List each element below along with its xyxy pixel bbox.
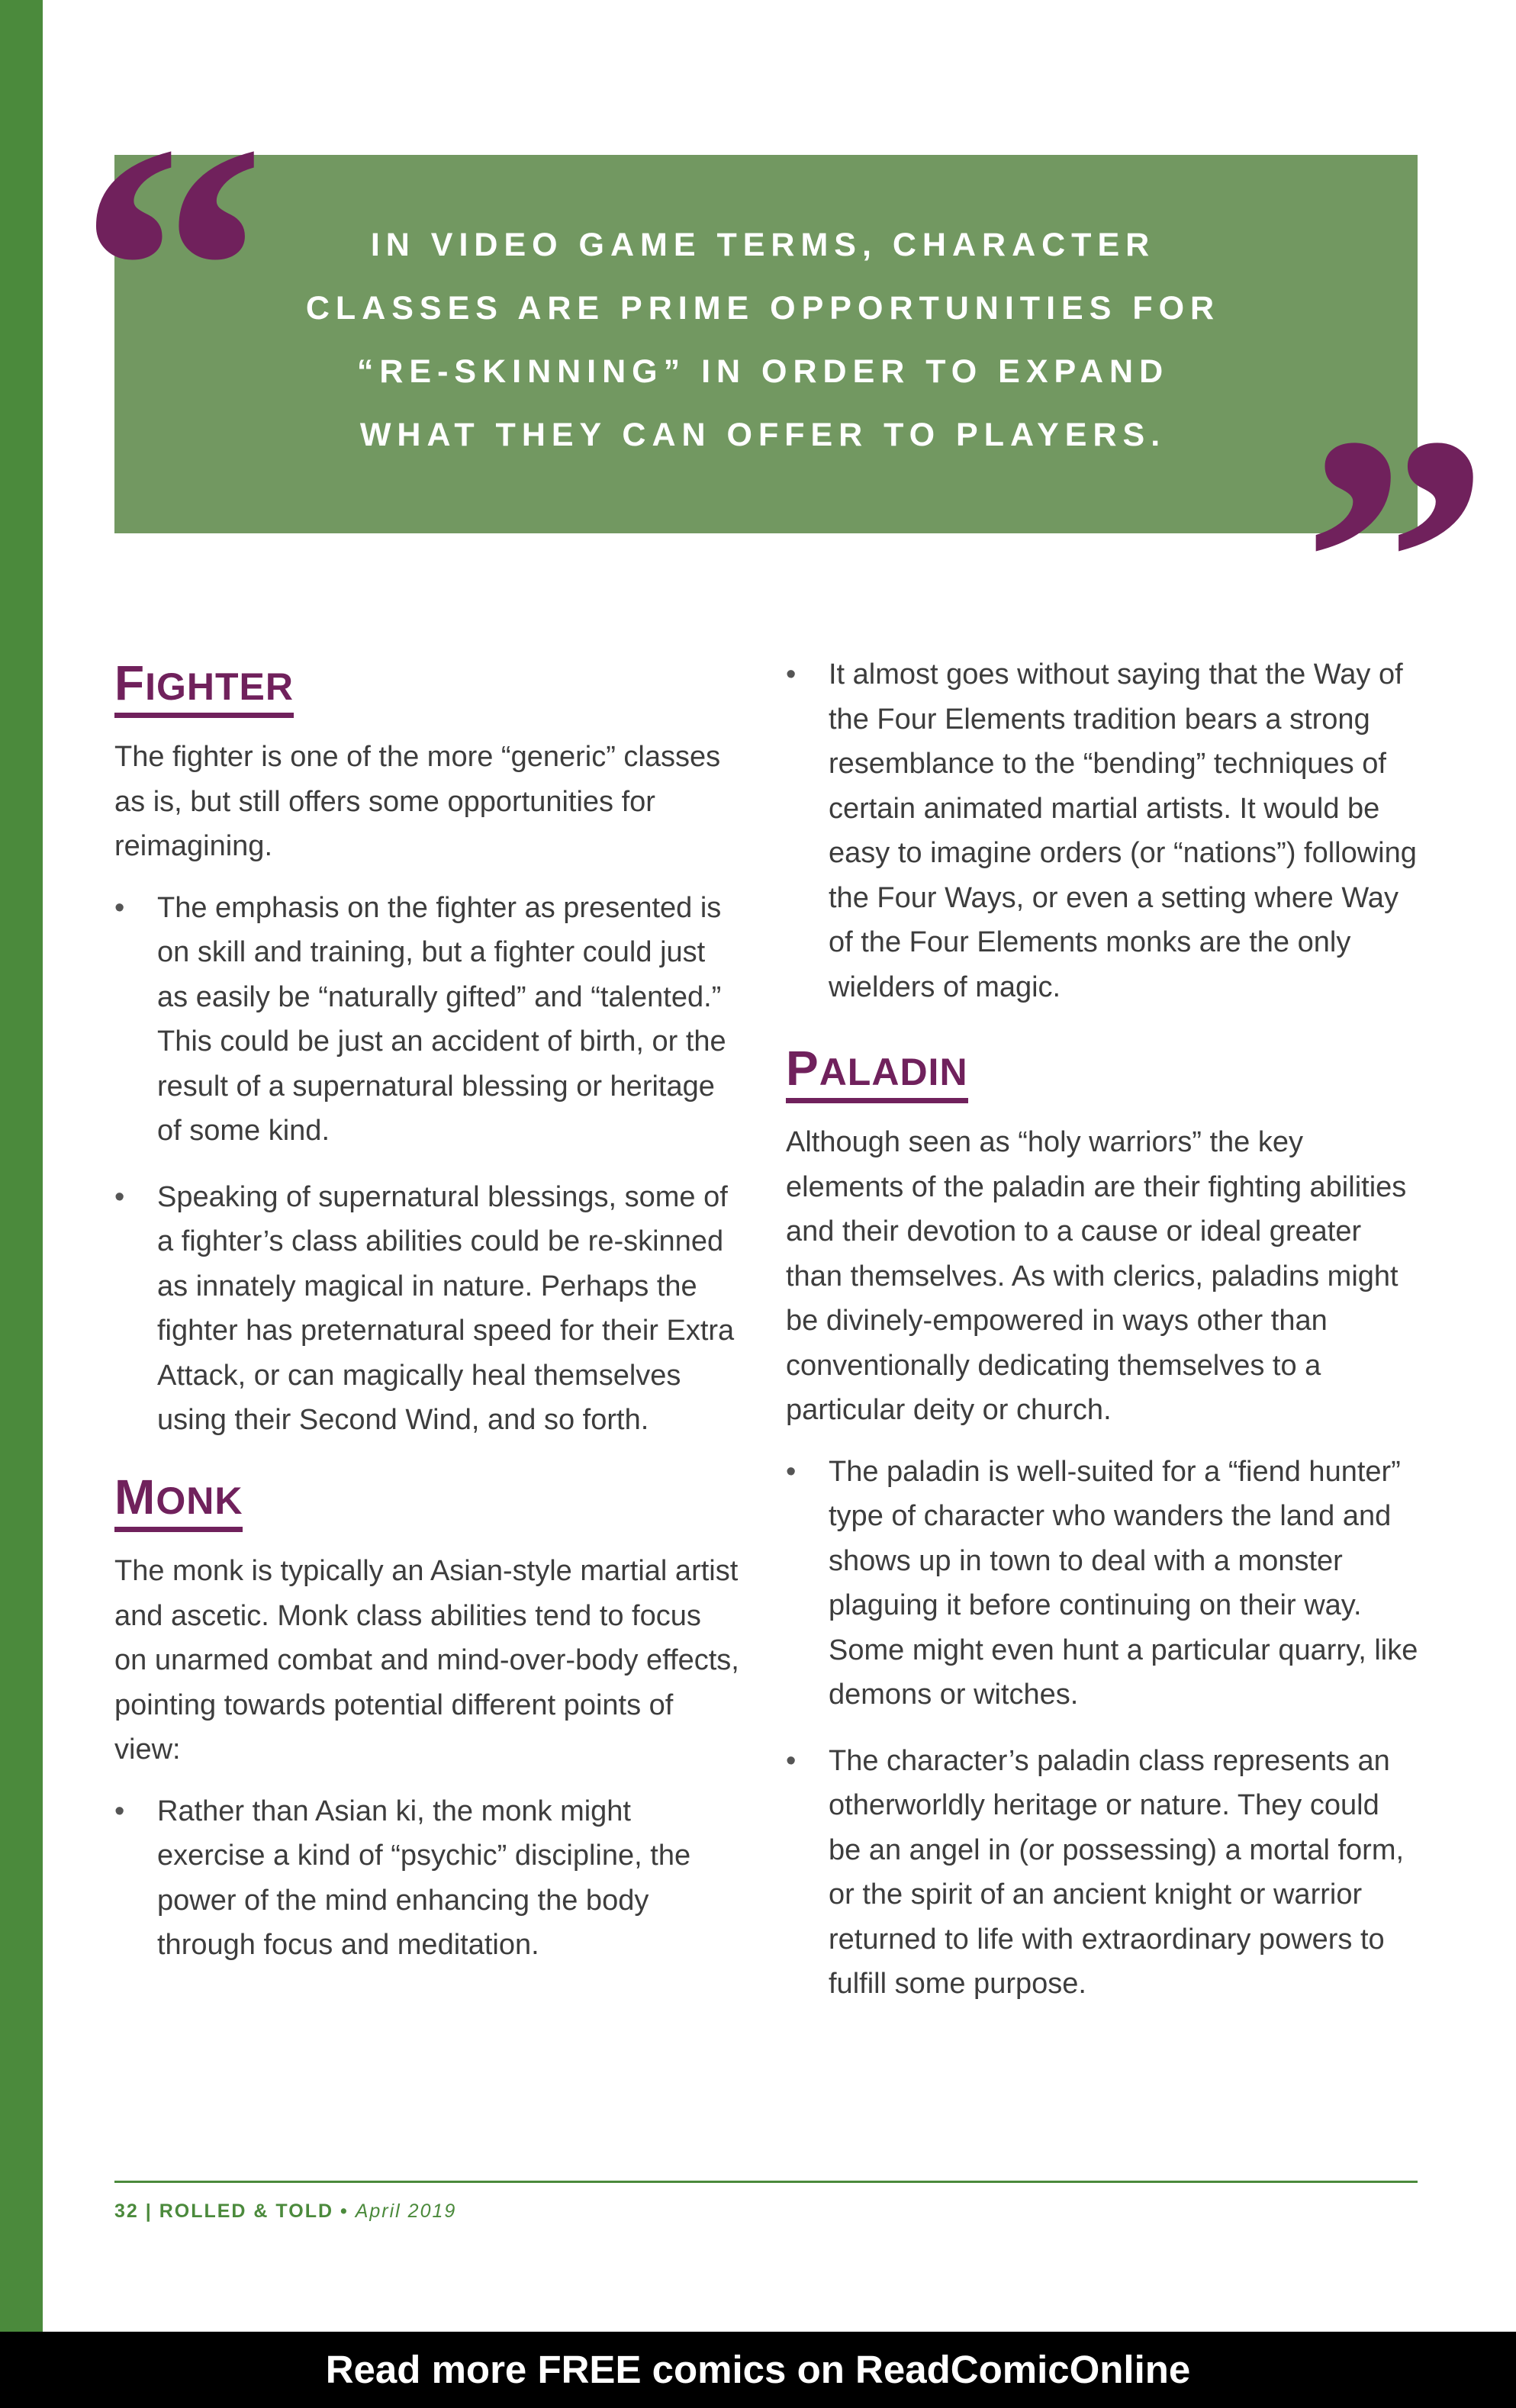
fighter-heading-rest: IGHTER xyxy=(145,665,294,708)
monk-bullet-list-continued xyxy=(786,652,1419,1009)
fighter-bullet: • Speaking of supernatural blessings, some of a fighter’s class abilities could be re-skinned as innately magical in nature. Perhaps the fighter has preternatural speed for their Extra Attack, or can magically heal themselves using their Second Wind, and so forth. xyxy=(114,1175,740,1443)
paladin-heading-rest: ALADIN xyxy=(819,1051,968,1093)
monk-heading-rest: ONK xyxy=(156,1479,243,1522)
right-column xyxy=(786,652,1419,2028)
publication-name: ROLLED & TOLD xyxy=(159,2200,334,2222)
footer-divider xyxy=(114,2181,1418,2183)
fighter-bullet: • The emphasis on the fighter as presented is on skill and training, but a fighter could just as easily be “naturally gifted” and “talented.” This could be just an accident of birth, or the result of a supernatural blessing or heritage of some kind. xyxy=(114,886,740,1154)
page-footer xyxy=(114,2200,456,2223)
footer-bullet: • xyxy=(340,2200,349,2222)
paladin-bullet-list xyxy=(786,1450,1419,2007)
monk-heading-initial: M xyxy=(114,1469,156,1524)
close-quote-mark: ” xyxy=(1302,362,1490,759)
monk-bullet-list xyxy=(114,1789,740,1968)
paladin-bullet: • The character’s paladin class represents an otherworldly heritage or nature. They could be an angel in (or possessing) a mortal form, or the spirit of an ancient knight or warrior returned to life with extraordinary powers to fulfill some purpose. xyxy=(786,1739,1419,2007)
fighter-heading-initial: F xyxy=(114,655,146,710)
page-number: 32 xyxy=(114,2200,139,2222)
fighter-intro: The fighter is one of the more “generic” classes as is, but still offers some opportunities for reimagining. xyxy=(114,741,721,863)
paladin-heading xyxy=(786,1041,968,1103)
paladin-bullet: • The paladin is well-suited for a “fiend hunter” type of character who wanders the land and shows up in town to deal with a monster plaguing it before continuing on their way. Some might even hunt a particular quarry, like demons or witches. xyxy=(786,1450,1419,1717)
promo-banner[interactable]: Read more FREE comics on ReadComicOnline xyxy=(0,2332,1516,2408)
paladin-intro: Although seen as “holy warriors” the key elements of the paladin are their fighting abilities and their devotion to a cause or ideal greater than themselves. As with clerics, paladins might be divinely-empowered in ways other than conventionally dedicating themselves to a particular deity or church. xyxy=(786,1126,1407,1427)
issue-date: April 2019 xyxy=(355,2200,457,2222)
paladin-heading-initial: P xyxy=(786,1041,819,1096)
monk-heading xyxy=(114,1470,243,1532)
monk-bullet: • Rather than Asian ki, the monk might exercise a kind of “psychic” discipline, the power of the mind enhancing the body through focus and meditation. xyxy=(114,1789,740,1968)
footer-separator: | xyxy=(145,2200,153,2222)
monk-bullet: • It almost goes without saying that the Way of the Four Elements tradition bears a strong resemblance to the “bending” techniques of certain animated martial artists. It would be easy to imagine orders (or “nations”) following the Four Ways, or even a setting where Way of the Four Elements monks are the only wielders of magic. xyxy=(786,652,1419,1009)
monk-intro: The monk is typically an Asian-style martial artist and ascetic. Monk class abilities tend to focus on unarmed combat and mind-over-body effects, pointing towards potential different points of view: xyxy=(114,1555,739,1766)
fighter-bullet-list xyxy=(114,886,740,1443)
side-accent-bar xyxy=(0,0,43,2332)
left-column xyxy=(114,656,740,1989)
open-quote-mark: “ xyxy=(78,70,266,468)
fighter-heading xyxy=(114,656,294,718)
pull-quote-text: IN VIDEO GAME TERMS, CHARACTER CLASSES ARE PRIME OPPORTUNITIES FOR “RE-SKINNING” IN ORDER TO EXPAND WHAT THEY CAN OFFER TO PLAYERS. xyxy=(305,227,1221,453)
